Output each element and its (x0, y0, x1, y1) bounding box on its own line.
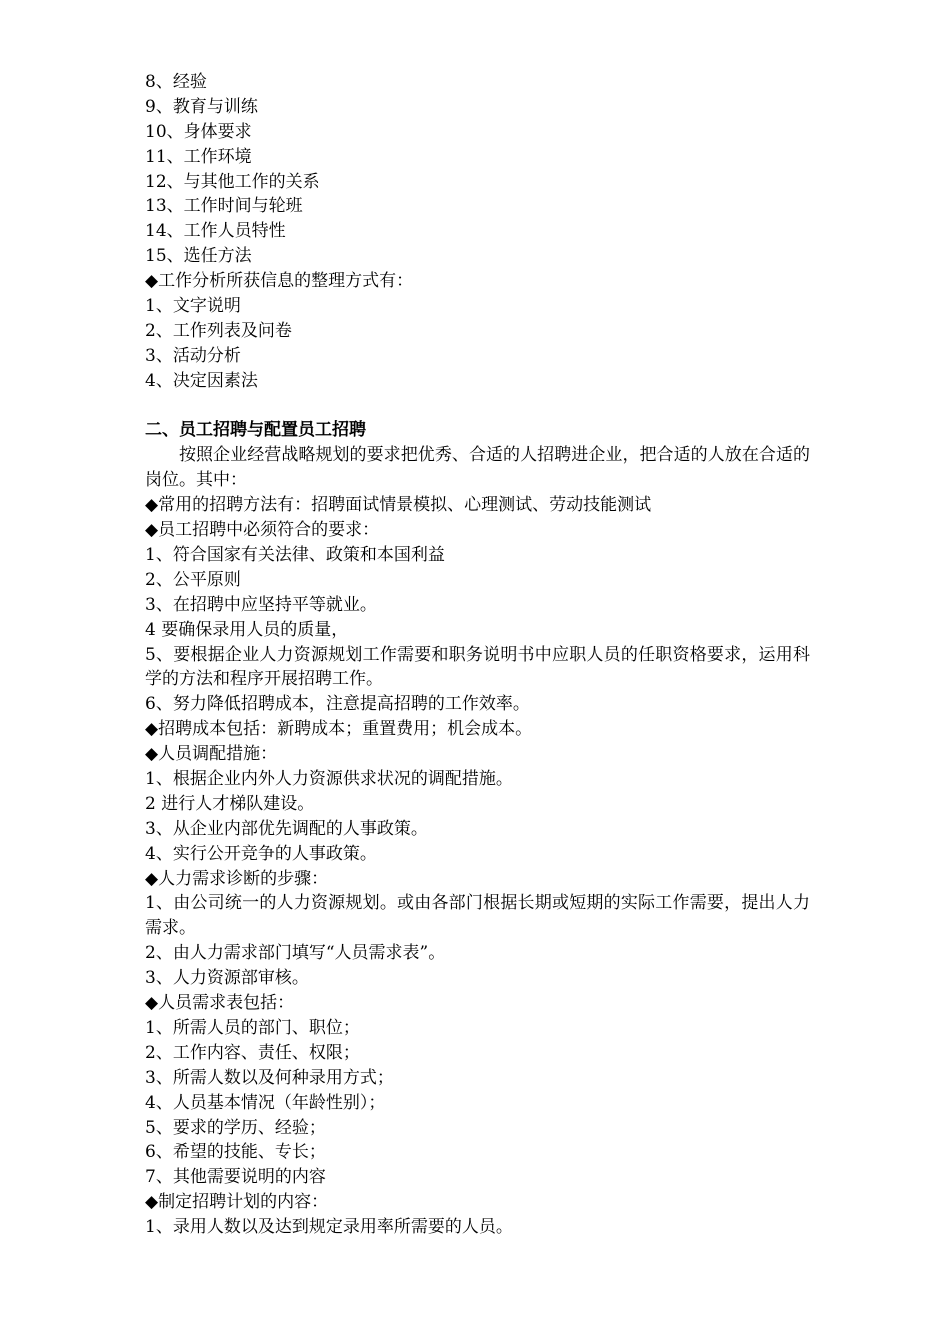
list-item: 1、由公司统一的人力资源规划。或由各部门根据长期或短期的实际工作需要，提出人力需求。 (145, 893, 810, 939)
list-item: 4、实行公开竞争的人事政策。 (145, 843, 377, 864)
list-item: 3、在招聘中应坚持平等就业。 (145, 594, 377, 615)
document-page (145, 70, 810, 1240)
list-item: 4、决定因素法 (145, 370, 258, 391)
list-item: 5、要根据企业人力资源规划工作需要和职务说明书中应职人员的任职资格要求，运用科学的方法和程序开展招聘工作。 (145, 644, 810, 690)
diagnosis-title: ◆人力需求诊断的步骤： (145, 868, 329, 889)
list-item: 1、符合国家有关法律、政策和本国利益 (145, 544, 445, 565)
list-item: 3、人力资源部审核。 (145, 968, 309, 989)
list-item: 6、努力降低招聘成本，注意提高招聘的工作效率。 (145, 694, 530, 715)
list-item: 2 进行人才梯队建设。 (145, 793, 315, 814)
info-organize-title: ◆工作分析所获信息的整理方式有： (145, 271, 414, 292)
section-intro-paragraph: 按照企业经营战略规划的要求把优秀、合适的人招聘进企业，把合适的人放在合适的岗位。其中： (145, 445, 810, 491)
list-item: 2、工作列表及问卷 (145, 320, 292, 341)
list-item: 2、公平原则 (145, 569, 241, 590)
blank-line (145, 394, 810, 419)
list-item: 5、要求的学历、经验； (145, 1117, 326, 1138)
list-item: 2、由人力需求部门填写“人员需求表”。 (145, 943, 446, 964)
list-item: 3、所需人数以及何种录用方式； (145, 1067, 394, 1088)
list-item: 8、经验 (145, 72, 207, 92)
list-item: 11、工作环境 (145, 146, 252, 167)
list-item: 1、根据企业内外人力资源供求状况的调配措施。 (145, 769, 513, 789)
list-item: 2、工作内容、责任、权限； (145, 1042, 360, 1063)
plan-title: ◆制定招聘计划的内容： (145, 1192, 329, 1213)
list-item: 12、与其他工作的关系 (145, 171, 320, 192)
recruit-methods: ◆常用的招聘方法有：招聘面试情景模拟、心理测试、劳动技能测试 (145, 495, 652, 516)
requirements-title: ◆员工招聘中必须符合的要求： (145, 520, 380, 541)
list-item: 3、从企业内部优先调配的人事政策。 (145, 818, 428, 839)
list-item: 4 要确保录用人员的质量， (145, 619, 349, 640)
list-item: 1、文字说明 (145, 296, 241, 317)
list-item: 13、工作时间与轮班 (145, 196, 303, 217)
deploy-title: ◆人员调配措施： (145, 744, 278, 765)
list-item: 10、身体要求 (145, 121, 252, 142)
list-item: 7、其他需要说明的内容 (145, 1167, 326, 1188)
section-heading: 二、员工招聘与配置员工招聘 (145, 420, 366, 441)
list-item: 14、工作人员特性 (145, 221, 286, 242)
list-item: 3、活动分析 (145, 345, 241, 366)
list-item: 6、希望的技能、专长； (145, 1142, 326, 1163)
list-item: 1、录用人数以及达到规定录用率所需要的人员。 (145, 1217, 513, 1238)
list-item: 9、教育与训练 (145, 96, 258, 117)
list-item: 1、所需人员的部门、职位； (145, 1017, 360, 1038)
demand-form-title: ◆人员需求表包括： (145, 993, 295, 1014)
list-item: 4、人员基本情况（年龄性别）； (145, 1092, 386, 1113)
recruit-cost: ◆招聘成本包括：新聘成本；重置费用；机会成本。 (145, 719, 533, 740)
list-item: 15、选任方法 (145, 246, 252, 267)
